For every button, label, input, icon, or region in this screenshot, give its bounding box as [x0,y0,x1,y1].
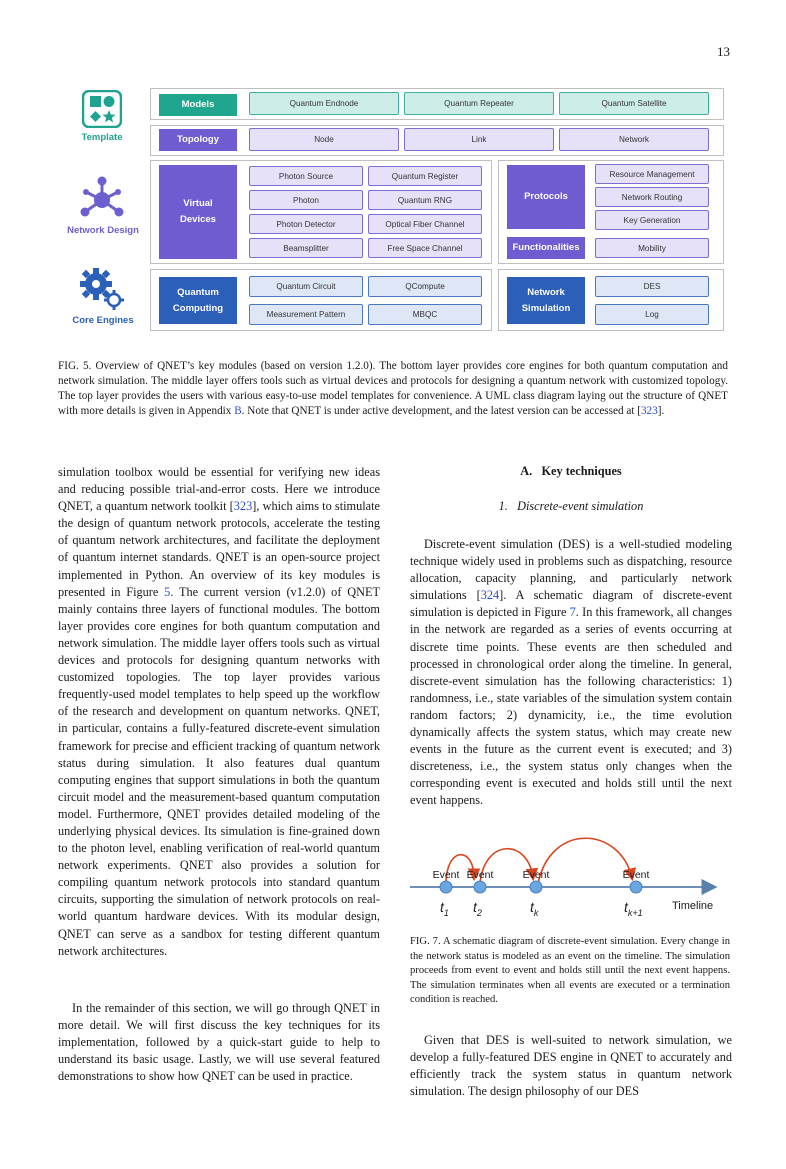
right-paragraph-1 [410,536,732,810]
topology-network: Network [559,128,709,151]
quantum-computing-header [159,277,237,324]
network-simulation-header [507,277,585,324]
network-simulation-header-line2: Simulation [521,302,571,314]
right-p1-text-1: Discrete-event simulation (DES) is a well-studied modeling technique widely used in problems such as dispatching, resource allocation, capacity planning, and particularly network simulations [ [410,537,732,603]
virtual-devices-header-line2: Devices [180,214,216,225]
caption-text-1: FIG. 5. Overview of QNET’s key modules (based on version 1.2.0). The bottom layer provides core engines for both quantum computation and network simulation. The middle layer offers tools such as virtual devices and protocols for designing a quantum network with customized topology. The top layer provides the users with various easy-to-use model templates for convenience. A UML class diagram laying out the structure of QNET with more details is given in Appendix [58,360,728,417]
event-node-2 [474,881,486,893]
quantum-computing-header-line1: Quantum [177,286,219,298]
device-photon-source: Photon Source [249,166,363,186]
device-photon-detector: Photon Detector [249,214,363,234]
figure-5-caption [58,359,728,419]
event-node-3 [530,881,542,893]
template-icon [82,90,122,128]
quantum-computing-header-line2: Computing [172,302,224,314]
network-design-label: Network Design [67,225,139,236]
timeline-label: Timeline [672,900,714,912]
model-quantum-repeater: Quantum Repeater [404,92,554,115]
functionality-mobility: Mobility [595,238,709,258]
left-column [58,464,380,960]
sim-log: Log [595,304,709,325]
figure-7-diagram [410,832,730,932]
template-label: Template [81,132,123,143]
protocol-network-routing: Network Routing [595,187,709,207]
left-p1-text-1: simulation toolbox would be essential for verifying new ideas and reducing possible trial-and-error costs. Here we introduce QNET, a quantum network toolkit [ [58,465,380,514]
time-label-4: $t_{k+1}$ [624,899,643,918]
device-free-space-channel: Free Space Channel [368,238,482,258]
event-label-3: Event [522,869,550,881]
right-p1-text-3: . In this framework, all changes in the network are regarded as a series of events occurring at discrete time points. These events are then scheduled and processed in chronological order along the timeline. In general, discrete-event simulation has the following characteristics: 1) randomness, i.e., state variables of the simulation system contain random factors; 2) dynamicity, i.e., the time evolution dynamically affects the system status, which may create new events in the future as the current event is executed; and 3) discreteness, i.e., the system status only changes when the corresponding event is executed and holds still until the next event happens. [410,605,732,808]
topology-header: Topology [159,129,237,151]
model-quantum-endnode: Quantum Endnode [249,92,399,115]
model-quantum-satellite: Quantum Satellite [559,92,709,115]
device-photon: Photon [249,190,363,210]
figure-link[interactable]: 5 [164,584,171,599]
page-number: 13 [717,44,730,59]
time-label-2: $t_2$ [473,899,482,918]
right-column-lower [410,1032,732,1100]
citation-link[interactable]: 323 [233,499,253,514]
device-quantum-register: Quantum Register [368,166,482,186]
time-label-1: $t_1$ [440,899,449,918]
sim-des: DES [595,276,709,297]
figure-5 [58,82,726,338]
citation-link[interactable]: 324 [480,588,500,603]
protocols-header: Protocols [507,165,585,229]
right-column-paragraph [410,536,732,810]
caption-text-2: . Note that QNET is under active development, and the latest version can be accessed at [ [241,405,641,417]
models-header: Models [159,94,237,116]
gears-icon [78,266,126,312]
left-paragraph-2: In the remainder of this section, we will go through QNET in more detail. We will first discuss the key techniques for its implementation, followed by a quick-start guide to help to understand its basic usage. Lastly, we will use several featured demonstrations to show how QNET can be used in practice. [58,1001,380,1084]
event-arrow-3 [538,838,632,884]
figure-link[interactable]: 7 [569,605,576,620]
left-p1-text-2: ], which aims to stimulate the design of quantum network protocols, accelerate the testing of quantum network architectures, and facilitate the deployment of quantum internet standards. QNET is an open-source project implemented in Python. An overview of its key modules is presented in Figure [58,499,380,599]
qc-mbqc: MBQC [368,304,482,325]
virtual-devices-header-line1: Virtual [183,198,213,209]
qc-qcompute: QCompute [368,276,482,297]
event-label-4: Event [622,869,650,881]
virtual-devices-header [159,165,237,259]
section-heading: A. Key techniques [520,464,622,478]
figure-7 [410,832,730,932]
protocol-key-generation: Key Generation [595,210,709,230]
caption-text-3: ]. [657,405,665,417]
device-optical-fiber-channel: Optical Fiber Channel [368,214,482,234]
time-label-3: $t_k$ [530,899,539,918]
device-quantum-rng: Quantum RNG [368,190,482,210]
event-label-1: Event [432,869,460,881]
device-beamsplitter: Beamsplitter [249,238,363,258]
left-p1-text-3: . The current version (v1.2.0) of QNET mainly contains three layers of functional modules. The bottom layer provides core engines for both quantum computation and network simulation. The middle layer offers tools such as virtual devices and protocols for designing quantum networks with customized topologies. The top layer provides various frequently-used model templates to help speed up the workflow of the research and development on quantum networks. QNET, in particular, contains a fully-featured discrete-event simulation framework for precise and efficient tracking of quantum network status during simulation. It also features dual quantum computing engines that support simulations in both the quantum circuit model and the measurement-based quantum computation model. Furthermore, QNET provides detailed modeling of the underlying physical devices. Its simulation is fine-grained down to the photon level, enabling verification of real-world quantum network experiments. QNET also provides a solution for compiling quantum network protocols into standard quantum circuits, supporting the simulation of network protocols on real-world quantum hardware devices. With its modular design, QNET can serve as a sandbox for testing different quantum network architectures. [58,584,380,958]
right-p1-text-2: ]. A schematic diagram of discrete-event simulation is depicted in Figure [410,588,732,620]
figure-7-caption: FIG. 7. A schematic diagram of discrete-event simulation. Every change in the network status is modeled as an event on the timeline. The simulation proceeds from event to event and holds still until the next event happens. The simulation terminates when all events are executed or a termination condition is reached. [410,936,730,1006]
subsection-heading: 1. Discrete-event simulation [498,499,644,513]
qc-measurement-pattern: Measurement Pattern [249,304,363,325]
qc-quantum-circuit: Quantum Circuit [249,276,363,297]
event-node-1 [440,881,452,893]
event-node-4 [630,881,642,893]
functionalities-header: Functionalities [507,237,585,259]
left-paragraph-1 [58,464,380,960]
left-column-lower [58,1000,380,1085]
appendix-link[interactable]: B [234,405,242,417]
topology-link: Link [404,128,554,151]
right-paragraph-2: Given that DES is well-suited to network simulation, we develop a fully-featured DES engine in QNET to accurately and efficiently track the system status in quantum network simulation. The design philosophy of our DES [410,1033,732,1099]
core-engines-label: Core Engines [72,315,134,326]
reference-link[interactable]: 323 [640,405,658,417]
event-label-2: Event [466,869,494,881]
topology-node: Node [249,128,399,151]
network-design-icon [78,176,126,220]
network-simulation-header-line1: Network [527,286,565,298]
protocol-resource-management: Resource Management [595,164,709,184]
